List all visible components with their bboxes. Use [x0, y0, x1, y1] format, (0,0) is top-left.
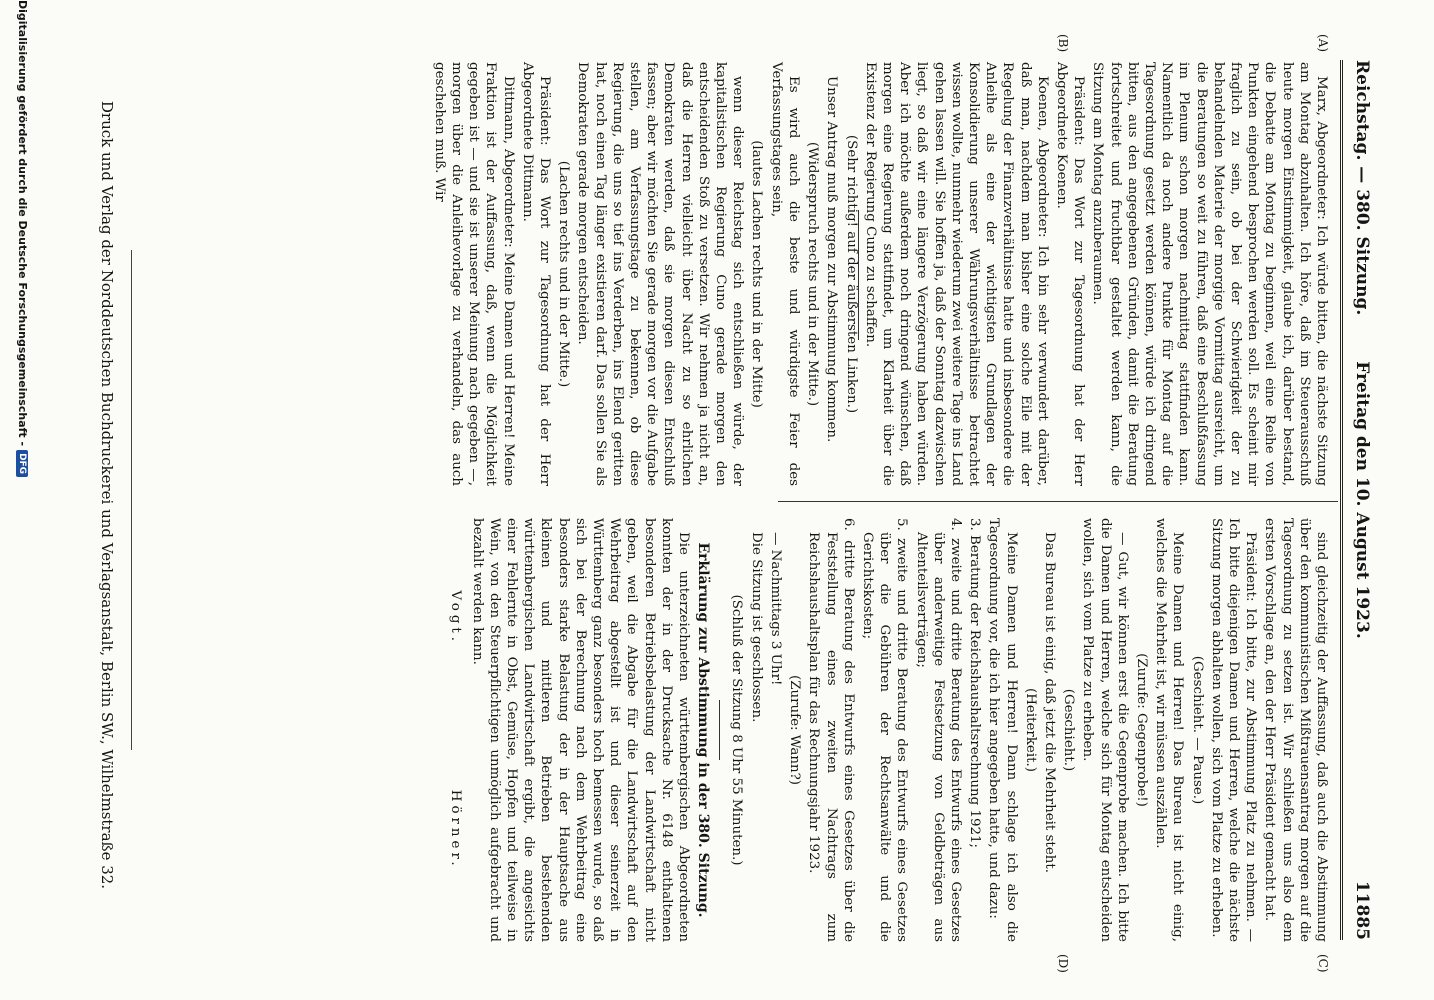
paragraph-dittmann: Dittmann, Abgeordneter: Meine Damen und Herren! Meine Fraktion ist der Auffassung, daß, wenn die Möglichkeit gegeben ist — und sie ist unserer Meinung nach gegeben —, morgen über die Anleihevorlage zu verhandeln, das auch geschehen muß. Wir	[431, 62, 516, 486]
digitization-note	[16, 0, 29, 1000]
header-date: Freitag den 10. August 1923.	[1352, 361, 1372, 639]
agenda-item: 3. Beratung der Reichshaushaltsrechnung 1921;	[967, 518, 983, 849]
interjection: (Geschieht. — Pause.)	[1189, 655, 1205, 805]
interjection: (Zurufe: Gegenprobe!)	[1133, 653, 1149, 807]
paragraph: — Gut, wir können erst die Gegenprobe machen. Ich bitte die Damen und Herren, welche sich für Montag entscheiden wollen, sich vom Platze zu erheben.	[1080, 518, 1130, 942]
column-end-rule	[858, 210, 859, 340]
digitization-text: Digitalisierung gefördert durch die Deutsche Forschungsgemeinschaft -	[16, 0, 29, 447]
paragraph-marx: Marx, Abgeordneter: Ich würde bitten, die nächste Sitzung am Montag abzuhalten. Ich höre, daß im Steuerausschuß heute morgen Einstimmigkeit, glaube ich, darüber bestand, die Debatte am Montag zu beginnen, weil eine Reihe von Punkten eingehend besprochen werden soll. Es scheint mir fraglich zu sein, ob bei der Schwierigkeit der zu behandelnden Materie der morgige Vormittag ausreicht, um die Beratungen so weit zu führen, daß eine Beschlußfassung im Plenum schon morgen nachmittag stattfinden kann. Namentlich da noch andere Punkte für Montag auf die Tagesordnung gesetzt werden können, würde ich dringend bitten, aus den angegebenen Gründen, damit die Beratung fortschreitet und fruchtbar gestaltet werden kann, die Sitzung am Montag anzuberaumen.	[1090, 62, 1329, 486]
interjection: (Sehr richtig! auf der äußersten Linken.)	[843, 134, 859, 414]
paragraph-praesident-1: Präsident: Das Wort zur Tagesordnung hat der Herr Abgeordnete Koenen.	[1053, 62, 1087, 486]
paragraph-koenen: Koenen, Abgeordneter: Ich bin sehr verwundert darüber, daß man, nachdem man bisher eine solche Eile mit der Regelung der Finanzverhältnisse hatte und insbesondere die Anleihe als eine der wichtigsten Grundlagen der Konsolidierung unserer Währungsverhältnisse betrachtet wissen wollte, nunmehr wiederum zwei weitere Tage ins Land gehen lassen will. Sie hoffen ja, daß der Sonntag dazwischen liegt, so daß wir eine längere Verzögerung haben würden. Aber ich möchte außerdem noch dringend wünschen, daß morgen eine Regierung stattfindet, um Klarheit über die Existenz der Regierung Cuno zu schaffen.	[862, 62, 1050, 486]
column-divider	[778, 501, 1338, 502]
agenda-item: 5. zweite und dritte Beratung des Entwurfs eines Gesetzes über die Gebühren der Rechtsanwälte und die Gerichtskosten;	[859, 518, 910, 942]
paragraph: Meine Damen und Herren! Dann schlage ich also die Tagesordnung vor, die ich hier angegeben hatte, und dazu:	[986, 518, 1019, 942]
declaration-heading: Erklärung zur Abstimmung in der 380. Sitzung.	[695, 542, 712, 918]
dfg-logo: DFG	[17, 450, 29, 477]
paragraph: wenn dieser Reichstag sich entschließen würde, der kapitalistischen Regierung Cuno gerade morgen den entscheidenden Stoß zu versetzen. Wir nehmen ja nicht an, daß die Herren vielleicht über Nacht zu so ehrlichen Demokraten werden, daß sie morgen diesen Entschluß fassen; aber wir möchten Sie gerade morgen vor die Aufgabe stellen, am Verfassungstage zu bekennen, ob diese Regierung, die uns so tief ins Verderben, ins Elend geritten hat, noch einen Tag länger existieren darf. Das sollen Sie als Demokraten gerade morgen entscheiden.	[575, 62, 746, 486]
paragraph-praesident-2: Präsident: Das Wort zur Tagesordnung hat der Herr Abgeordnete Dittmann.	[519, 62, 553, 486]
header-left: Reichstag. — 380. Sitzung.	[1352, 60, 1372, 316]
margin-mark-d: (D)	[1056, 954, 1070, 973]
paragraph: — Nachmittags 3 Uhr!	[767, 532, 783, 686]
paragraph: Unser Antrag muß morgen zur Abstimmung kommen.	[824, 76, 840, 443]
interjection: (Zurufe: Wann?)	[787, 674, 803, 786]
paragraph: Die Sitzung ist geschlossen.	[748, 532, 764, 723]
margin-mark-a: (A)	[1316, 34, 1330, 53]
margin-mark-b: (B)	[1056, 34, 1070, 53]
paragraph: Meine Damen und Herren! Das Bureau ist nicht einig, welches die Mehrheit ist, wir müssen auszählen.	[1153, 518, 1186, 942]
page-number: 11885	[1352, 880, 1372, 940]
declaration-text: Die unterzeichneten württembergischen Abgeordneten konnten der in der Drucksache Nr. 6148 enthaltenen besonderen Betriebsbelastung der Landwirtschaft nicht geben, weil die Abgabe für die Landwirtschaft auf den Wehrbeitrag abgestellt ist und dieser seinerzeit in Württemberg ganz besonders hoch bemessen wurde, so daß sich bei der Berechnung nach dem Wehrbeitrag eine besonders starke Belastung der in der Hauptsache aus kleinen und mittleren Betrieben bestehenden württembergischen Landwirtschaft ergibt, die angesichts einer Fehlernte in Obst, Gemüse, Hopfen und teilweise in Wein, von den Steuerpflichtigen unmöglich aufgebracht und bezahlt werden kann.	[469, 518, 692, 942]
agenda-item: 6. dritte Beratung des Entwurfs eines Gesetzes über die Feststellung eines zweiten Nachtrags zum Reichshaushaltsplan für das Rechnungsjahr 1923.	[806, 518, 856, 942]
interjection: (Geschieht.)	[1061, 688, 1077, 772]
separator-rule	[719, 700, 720, 760]
paragraph: Das Bureau ist einig, daß jetzt die Mehrheit steht.	[1041, 532, 1057, 874]
interjection: (lautes Lachen rechts und in der Mitte)	[749, 140, 765, 408]
interjection: (Lachen rechts und in der Mitte.)	[556, 160, 572, 388]
page-header	[1350, 60, 1372, 940]
session-end: (Schluß der Sitzung 8 Uhr 55 Minuten.)	[729, 594, 745, 866]
right-column	[447, 518, 1330, 942]
paragraph-praesident-3: Präsident: Ich bitte, zur Abstimmung Platz zu nehmen. — Ich bitte diejenigen Damen und Herren, welche die nächste Sitzung morgen abhalten wollen, sich vom Platze zu erheben.	[1208, 518, 1259, 942]
interjection: (Widerspruch rechts und in der Mitte.)	[805, 141, 821, 407]
signatory: Hörner.	[448, 789, 464, 870]
signatures	[447, 518, 464, 942]
paragraph: Es wird auch die beste und würdigste Feier des Verfassungstages sein,	[768, 62, 801, 486]
imprint: Druck und Verlag der Norddeutschen Buchdruckerei und Verlagsanstalt, Berlin SW., Wilhelmstraße 32.	[98, 100, 116, 890]
header-rule	[1340, 60, 1343, 940]
margin-mark-c: (C)	[1316, 954, 1330, 973]
signatory: Vogt.	[448, 590, 464, 646]
footer-rule	[131, 250, 132, 750]
interjection: (Heiterkeit.)	[1022, 688, 1038, 772]
paragraph: sind gleichzeitig der Auffassung, daß auch die Abstimmung über den kommunistischen Mißtrauensantrag morgen auf die Tagesordnung zu setzen ist. Wir schließen uns also dem ersten Vorschlage an, den der Herr Präsident gemacht hat.	[1262, 518, 1329, 942]
left-column	[429, 62, 1330, 486]
agenda-item: 4. zweite und dritte Beratung des Entwurfs eines Gesetzes über anderweitige Festsetzung von Geldbeträgen aus Altenteilsverträgen;	[913, 518, 963, 942]
